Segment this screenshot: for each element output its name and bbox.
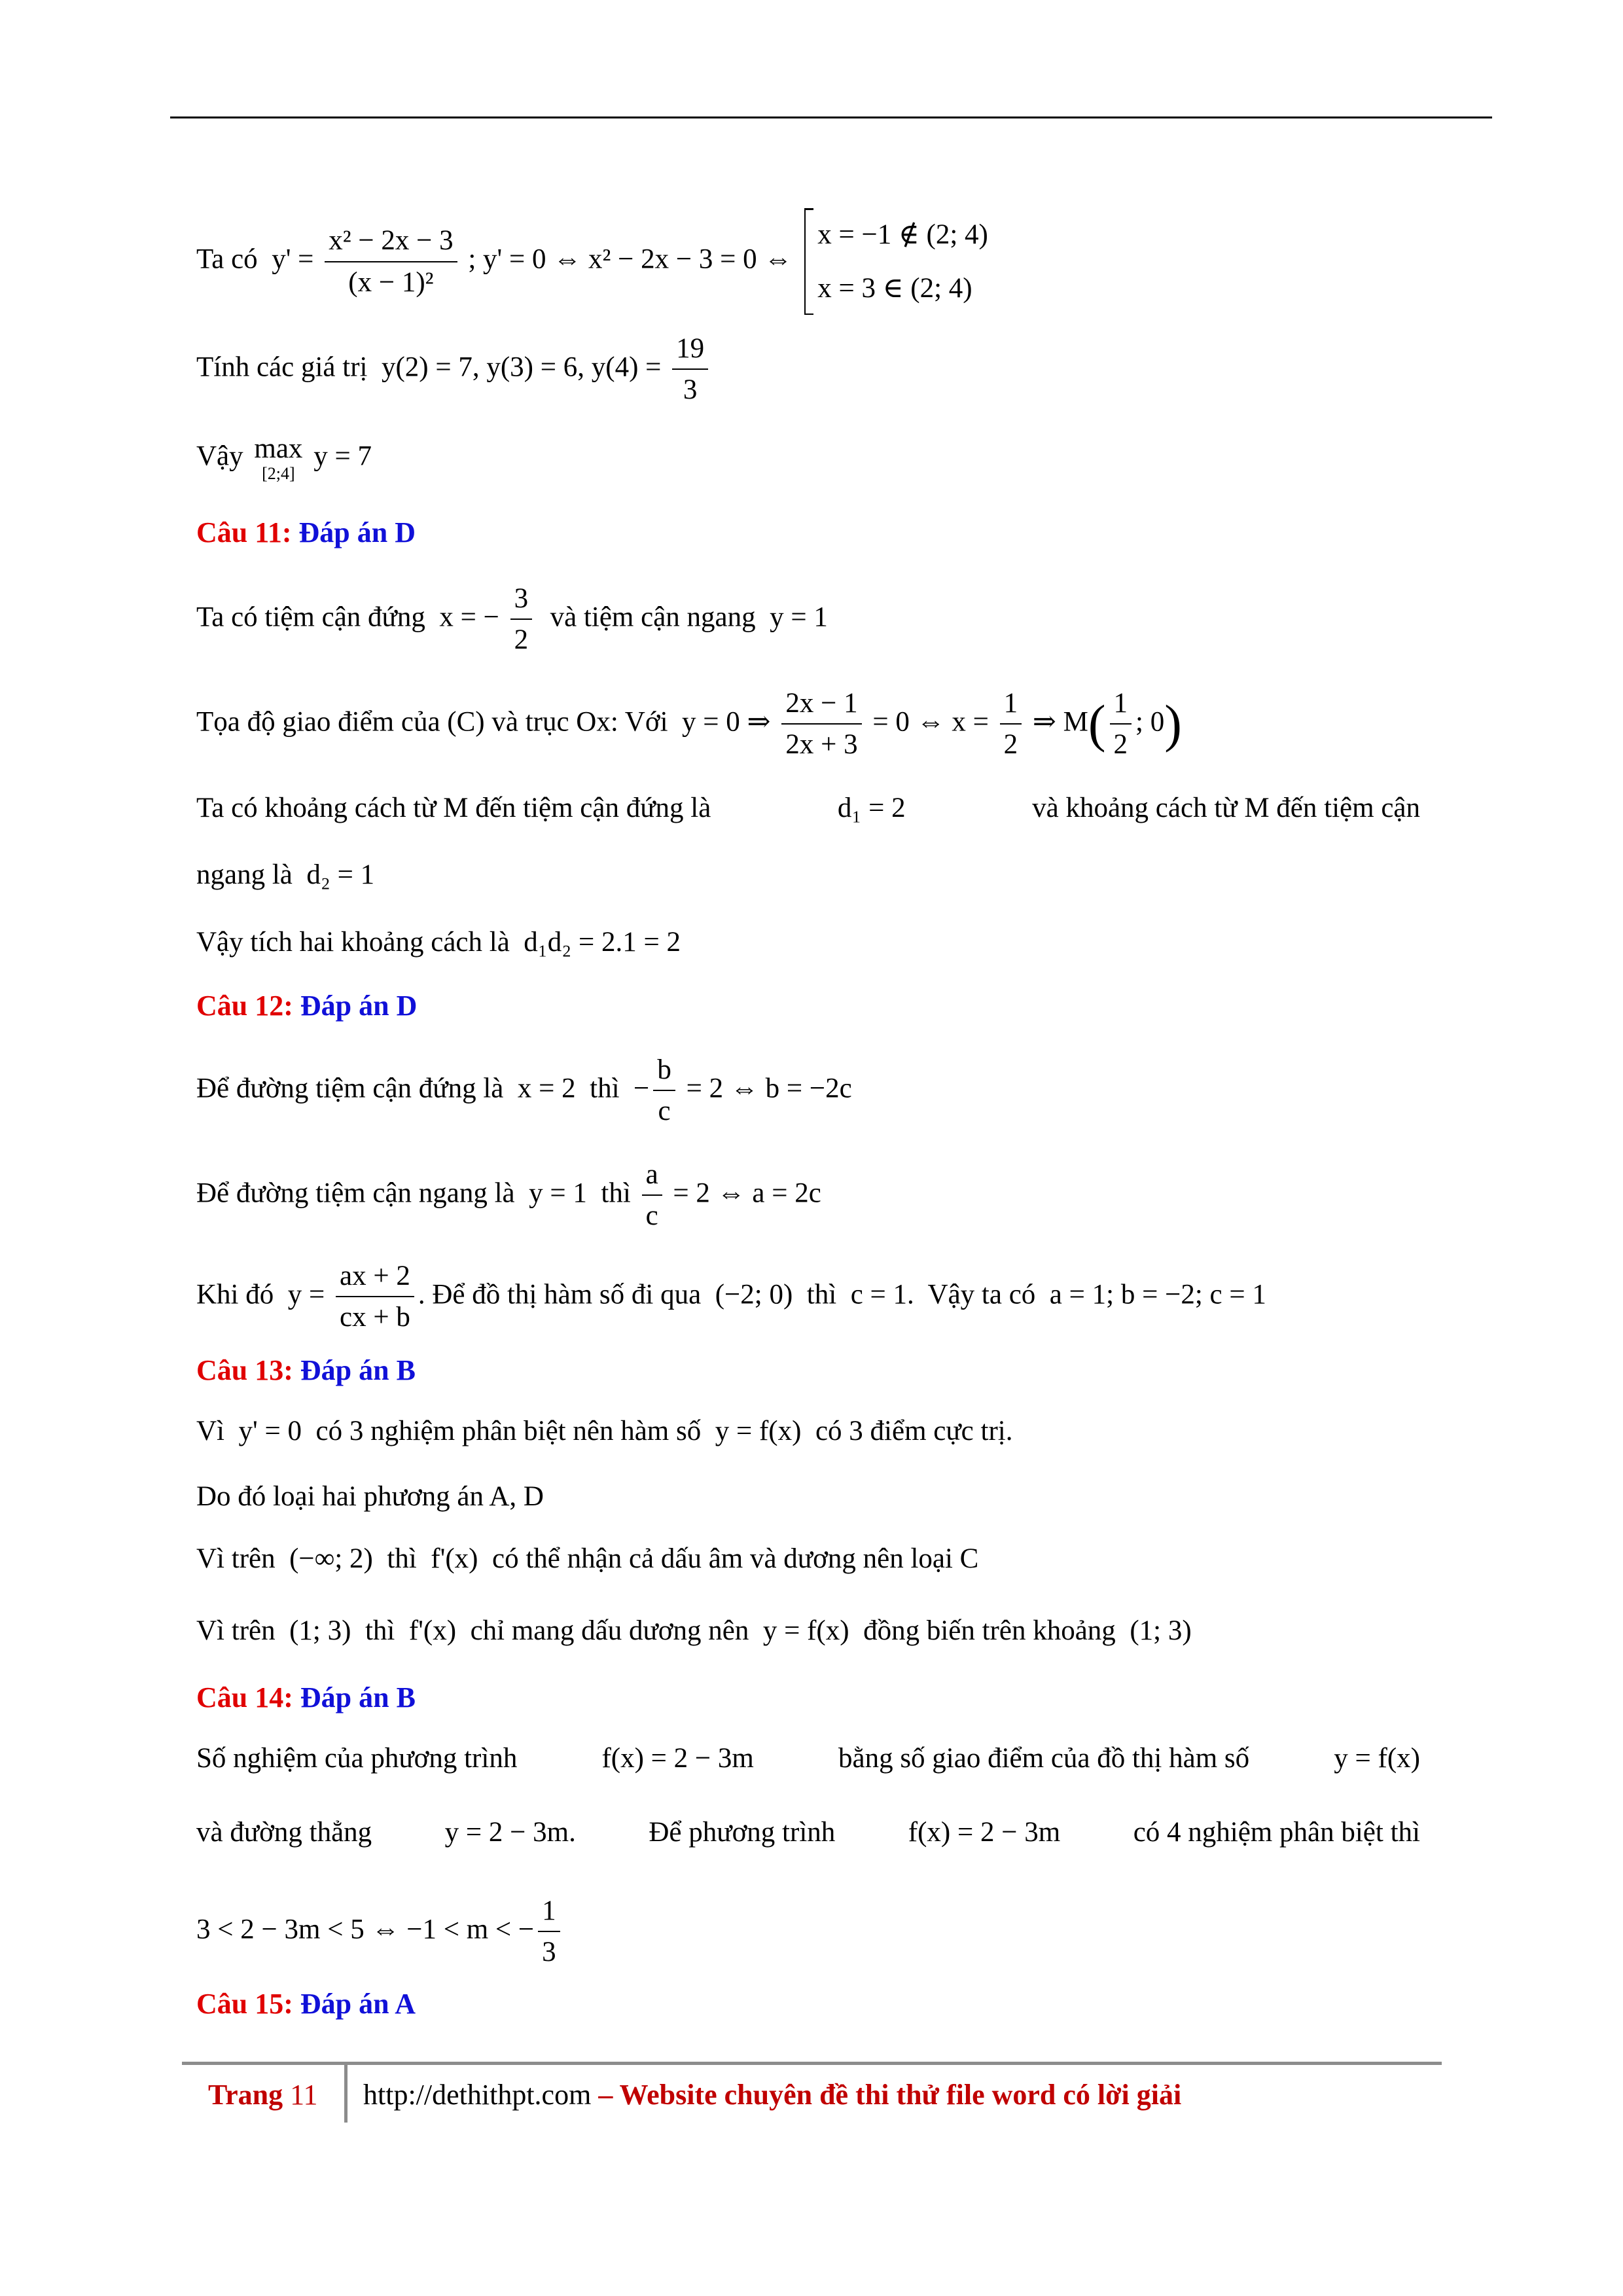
text-line: Vì trên (1; 3) thì f'(x) chỉ mang dấu dương nên y = f(x) đồng biến trên khoảng (1; 3) <box>196 1615 1192 1646</box>
fraction: $\frac{a}{c}$ <box>642 1158 662 1232</box>
text-line: Ta có khoảng cách từ M đến tiệm cận đứng là d₁ = 2 và khoảng cách từ M đến tiệm cận <box>196 793 1420 823</box>
text-line: Khi đó y = $\frac{ax + 2}{cx + b}$ . Để đồ thị hàm số đi qua (−2; 0) thì c = 1. Vậy ta có a = 1; b = −2; c = 1 <box>196 1261 1266 1333</box>
text-line: Ta có y' = $\frac{\text{x² − 2x − 3}}{\text{(x − 1)²}}$ ; y' = 0 ⇔ x² − 2x − 3 = 0 ⇔ x = −1 ∉ (2; 4) x = 3 ∈ (2; 4) <box>196 208 988 315</box>
text-line: Vậy tích hai khoảng cách là d₁d₂ = 2.1 = 2 <box>196 927 681 958</box>
text-line: và đường thẳng y = 2 − 3m. Để phương trình f(x) = 2 − 3m có 4 nghiệm phân biệt thì <box>196 1817 1420 1848</box>
text-line: Do đó loại hai phương án A, D <box>196 1481 544 1512</box>
question-heading-14: Câu 14: Đáp án B <box>196 1681 416 1713</box>
fraction: $\frac{1}{3}$ <box>538 1895 560 1969</box>
text-line: Để đường tiệm cận ngang là y = 1 thì $\frac{a}{c}$ = 2 ⇔ a = 2c <box>196 1159 821 1232</box>
fraction: $\frac{1}{2}$ <box>1110 687 1132 761</box>
text-line: Vì trên (−∞; 2) thì f'(x) có thể nhận cả dấu âm và dương nên loại C <box>196 1543 979 1574</box>
fraction: $\frac{3}{2}$ <box>510 583 533 656</box>
footer-divider <box>344 2064 348 2123</box>
text-line: ngang là d₂ = 1 <box>196 859 375 890</box>
text-line: Số nghiệm của phương trình f(x) = 2 − 3m bằng số giao điểm của đồ thị hàm số y = f(x) <box>196 1743 1420 1774</box>
text-line: Tính các giá trị y(2) = 7, y(3) = 6, y(4) = $\frac{19}{3}$ <box>196 332 712 406</box>
text-line: Để đường tiệm cận đứng là x = 2 thì − $\frac{b}{c}$ = 2 ⇔ b = −2c <box>196 1054 852 1127</box>
fraction: $\frac{19}{3}$ <box>672 332 708 406</box>
question-heading-12: Câu 12: Đáp án D <box>196 990 418 1022</box>
question-heading-15: Câu 15: Đáp án A <box>196 1988 416 2020</box>
text-line: Vậy max [2;4] y = 7 <box>196 433 372 483</box>
footer-text: http://dethithpt.com – Website chuyên đề thi thử file word có lời giải <box>363 2079 1182 2111</box>
header-rule <box>170 117 1492 118</box>
question-heading-13: Câu 13: Đáp án B <box>196 1354 416 1386</box>
fraction: $\frac{ax + 2}{cx + b}$ <box>336 1260 414 1334</box>
text-line: 3 < 2 − 3m < 5 ⇔ −1 < m < − $\frac{1}{3}$ <box>196 1895 564 1969</box>
text-line: Tọa độ giao điểm của (C) và trục Ox: Với y = 0 ⇒ $\frac{2x - 1}{2x + 3}$ = 0 ⇔ x = $\frac{1}{2}$ ⇒ M( $\frac{1}{2}$ ; 0) <box>196 688 1182 761</box>
max-operator: max [2;4] <box>254 433 303 483</box>
fraction: $\frac{\text{x² − 2x − 3}}{\text{(x − 1)²}}$ <box>325 224 457 298</box>
page-number: Trang 11 <box>208 2079 318 2111</box>
question-heading-11: Câu 11: Đáp án D <box>196 516 416 548</box>
footer-rule <box>182 2062 1442 2065</box>
fraction: $\frac{1}{2}$ <box>1000 687 1022 761</box>
case-system: x = −1 ∉ (2; 4) x = 3 ∈ (2; 4) <box>804 208 988 315</box>
text-line: Vì y' = 0 có 3 nghiệm phân biệt nên hàm số y = f(x) có 3 điểm cực trị. <box>196 1416 1013 1446</box>
fraction: $\frac{b}{c}$ <box>653 1054 675 1128</box>
fraction: $\frac{2x - 1}{2x + 3}$ <box>781 687 861 761</box>
text-line: Ta có tiệm cận đứng x = − $\frac{3}{2}$ và tiệm cận ngang y = 1 <box>196 583 828 656</box>
footer-link[interactable]: http://dethithpt.com <box>363 2079 592 2111</box>
